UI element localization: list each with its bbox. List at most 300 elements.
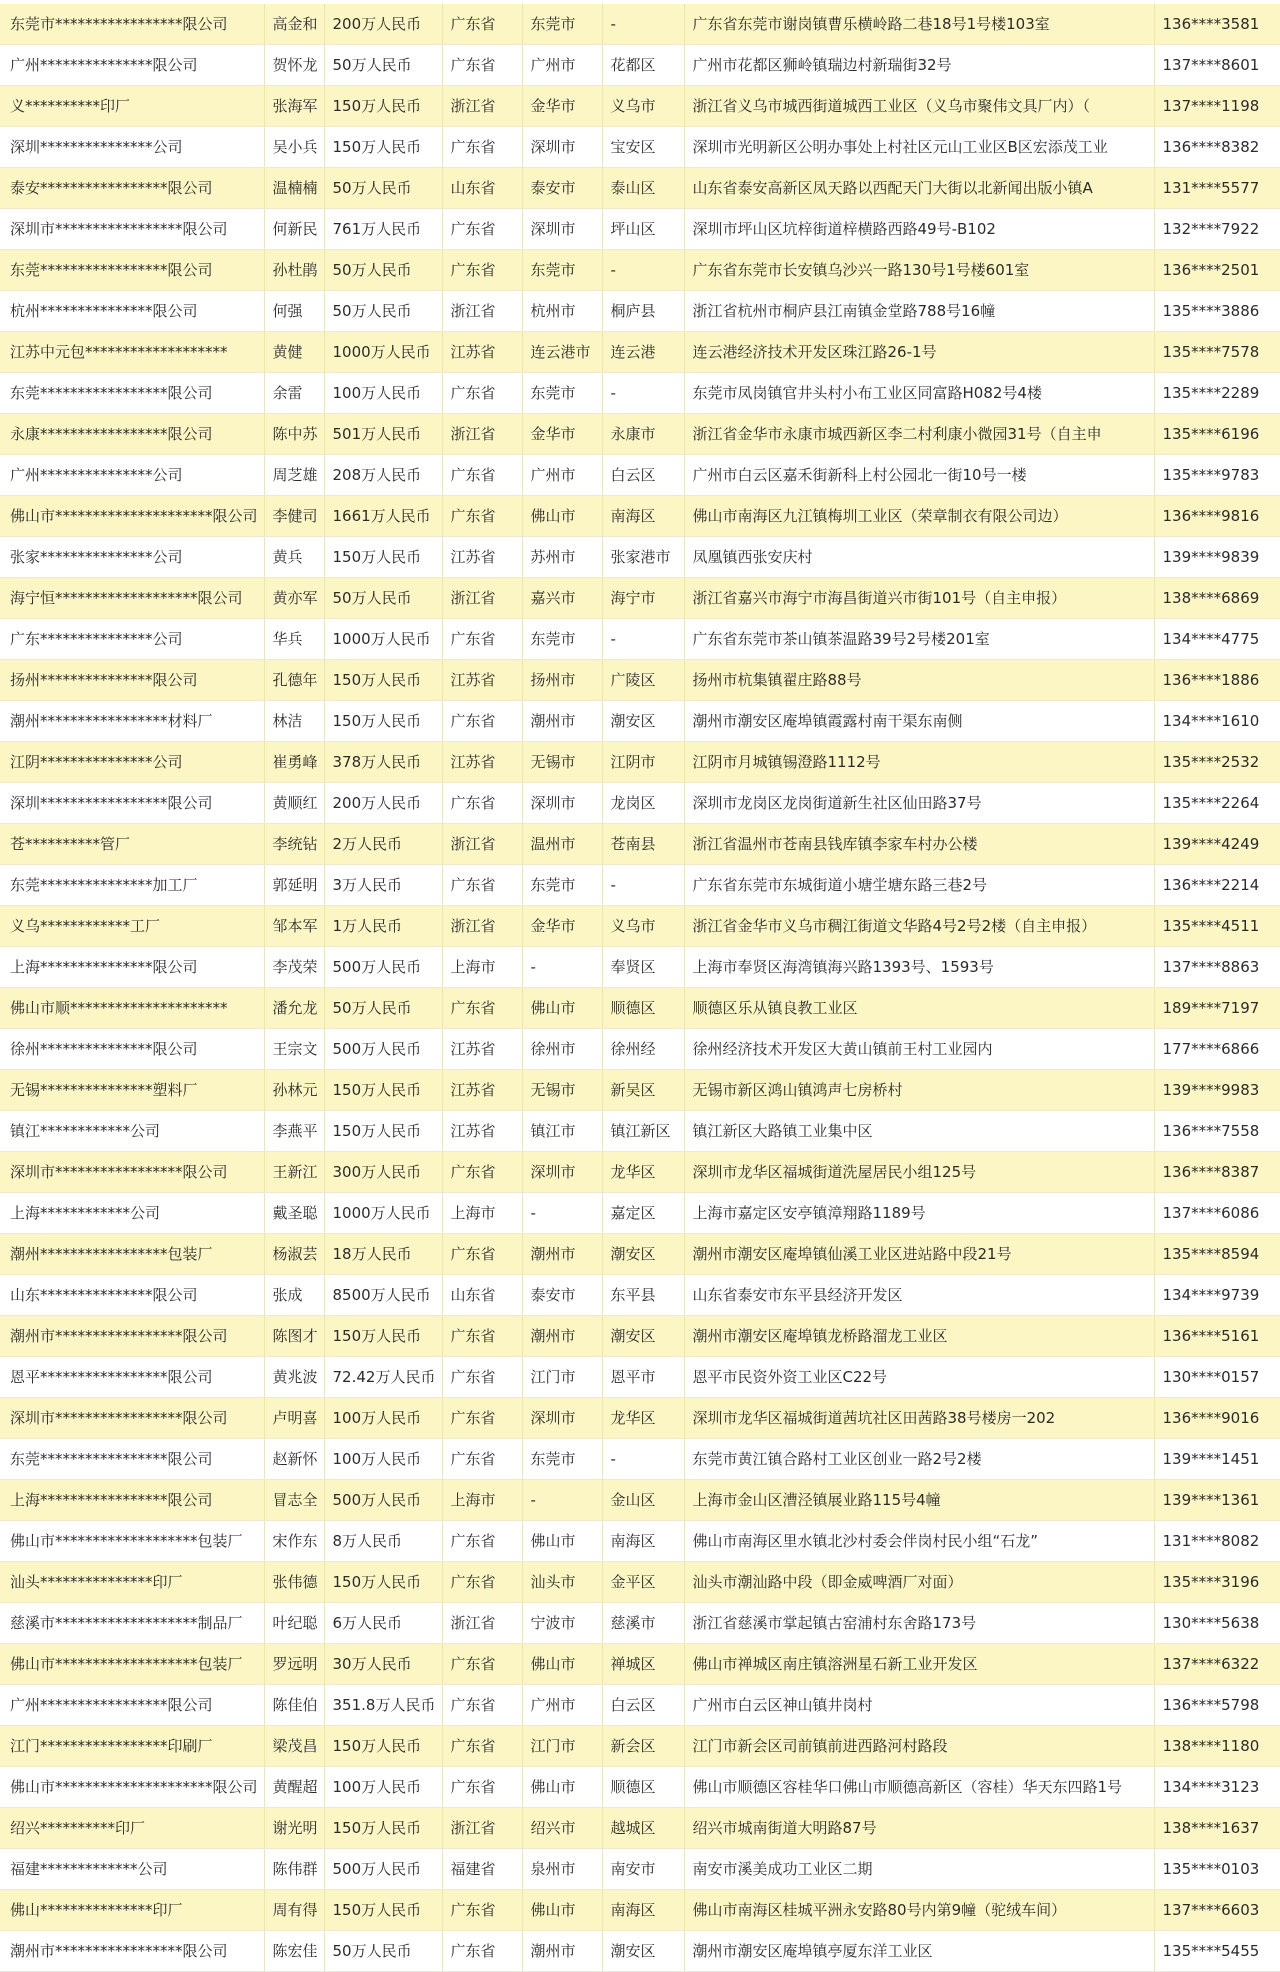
phone-cell: 130****5638 [1154,1603,1280,1644]
city-cell: 东莞市 [522,619,602,660]
province-cell: 广东省 [442,783,522,824]
phone-cell: 136****2214 [1154,865,1280,906]
address-cell: 广东省东莞市茶山镇茶温路39号2号楼201室 [684,619,1154,660]
legal-representative-cell: 何新民 [264,209,324,250]
table-row [0,1152,1280,1193]
registered-capital-cell: 50万人民币 [324,250,442,291]
table-row [0,496,1280,537]
district-cell: 龙岗区 [602,783,684,824]
district-cell: - [602,373,684,414]
phone-cell: 131****8082 [1154,1521,1280,1562]
phone-cell: 135****3196 [1154,1562,1280,1603]
province-cell: 广东省 [442,127,522,168]
phone-cell: 134****3123 [1154,1767,1280,1808]
address-cell: 山东省泰安高新区凤天路以西配天门大街以北新闻出版小镇A [684,168,1154,209]
registered-capital-cell: 500万人民币 [324,1849,442,1890]
phone-cell: 135****3886 [1154,291,1280,332]
province-cell: 浙江省 [442,86,522,127]
phone-cell: 137****6603 [1154,1890,1280,1931]
province-cell: 上海市 [442,1193,522,1234]
address-cell: 汕头市潮汕路中段（即金威啤酒厂对面） [684,1562,1154,1603]
phone-cell: 135****8594 [1154,1234,1280,1275]
table-row [0,250,1280,291]
phone-cell: 136****1886 [1154,660,1280,701]
phone-cell: 135****2532 [1154,742,1280,783]
phone-cell: 177****6866 [1154,1029,1280,1070]
table-row [0,1890,1280,1931]
address-cell: 深圳市龙华区福城街道茜坑社区田茜路38号楼房一202 [684,1398,1154,1439]
legal-representative-cell: 余雷 [264,373,324,414]
province-cell: 上海市 [442,947,522,988]
registered-capital-cell: 150万人民币 [324,660,442,701]
company-name-cell: 深圳市*****************限公司 [0,1398,264,1439]
province-cell: 广东省 [442,619,522,660]
province-cell: 广东省 [442,373,522,414]
address-cell: 山东省泰安市东平县经济开发区 [684,1275,1154,1316]
district-cell: 花都区 [602,45,684,86]
address-cell: 无锡市新区鸿山镇鸿声七房桥村 [684,1070,1154,1111]
address-cell: 深圳市光明新区公明办事处上村社区元山工业区B区宏添茂工业 [684,127,1154,168]
company-name-cell: 佛山市*******************包装厂 [0,1644,264,1685]
address-cell: 顺德区乐从镇良教工业区 [684,988,1154,1029]
company-name-cell: 苍**********管厂 [0,824,264,865]
city-cell: 泉州市 [522,1849,602,1890]
address-cell: 佛山市南海区里水镇北沙村委会伴岗村民小组“石龙” [684,1521,1154,1562]
province-cell: 福建省 [442,1849,522,1890]
phone-cell: 137****8601 [1154,45,1280,86]
legal-representative-cell: 孔德年 [264,660,324,701]
registered-capital-cell: 100万人民币 [324,1767,442,1808]
table-row [0,660,1280,701]
table-row [0,1398,1280,1439]
legal-representative-cell: 张成 [264,1275,324,1316]
address-cell: 江门市新会区司前镇前进西路河村路段 [684,1726,1154,1767]
phone-cell: 189****7197 [1154,988,1280,1029]
district-cell: - [602,865,684,906]
city-cell: 佛山市 [522,1890,602,1931]
table-row [0,1808,1280,1849]
district-cell: 海宁市 [602,578,684,619]
legal-representative-cell: 戴圣聪 [264,1193,324,1234]
legal-representative-cell: 吴小兵 [264,127,324,168]
registered-capital-cell: 8万人民币 [324,1521,442,1562]
legal-representative-cell: 李统钻 [264,824,324,865]
legal-representative-cell: 张海军 [264,86,324,127]
registered-capital-cell: 150万人民币 [324,701,442,742]
registered-capital-cell: 300万人民币 [324,1152,442,1193]
table-row [0,1234,1280,1275]
legal-representative-cell: 温楠楠 [264,168,324,209]
table-row [0,1029,1280,1070]
district-cell: 顺德区 [602,1767,684,1808]
city-cell: 无锡市 [522,1070,602,1111]
city-cell: 东莞市 [522,250,602,291]
registered-capital-cell: 501万人民币 [324,414,442,455]
phone-cell: 136****8387 [1154,1152,1280,1193]
registered-capital-cell: 8500万人民币 [324,1275,442,1316]
table-row [0,619,1280,660]
phone-cell: 135****7578 [1154,332,1280,373]
legal-representative-cell: 贺怀龙 [264,45,324,86]
province-cell: 浙江省 [442,291,522,332]
legal-representative-cell: 黄醒超 [264,1767,324,1808]
legal-representative-cell: 黄兆波 [264,1357,324,1398]
legal-representative-cell: 李燕平 [264,1111,324,1152]
province-cell: 广东省 [442,1890,522,1931]
province-cell: 广东省 [442,865,522,906]
province-cell: 浙江省 [442,414,522,455]
company-name-cell: 东莞*****************限公司 [0,1439,264,1480]
company-name-cell: 潮州市*****************限公司 [0,1316,264,1357]
province-cell: 广东省 [442,455,522,496]
city-cell: 深圳市 [522,127,602,168]
address-cell: 镇江新区大路镇工业集中区 [684,1111,1154,1152]
district-cell: 恩平市 [602,1357,684,1398]
address-cell: 浙江省温州市苍南县钱库镇李家车村办公楼 [684,824,1154,865]
phone-cell: 135****6196 [1154,414,1280,455]
city-cell: 潮州市 [522,1931,602,1972]
province-cell: 广东省 [442,1398,522,1439]
district-cell: 宝安区 [602,127,684,168]
registered-capital-cell: 50万人民币 [324,1931,442,1972]
table-row [0,1111,1280,1152]
address-cell: 东莞市凤岗镇官井头村小布工业区同富路H082号4楼 [684,373,1154,414]
phone-cell: 136****3581 [1154,4,1280,45]
city-cell: 佛山市 [522,1767,602,1808]
province-cell: 广东省 [442,250,522,291]
company-name-cell: 绍兴**********印厂 [0,1808,264,1849]
company-name-cell: 广州***************限公司 [0,45,264,86]
company-name-cell: 扬州***************限公司 [0,660,264,701]
district-cell: 南海区 [602,1890,684,1931]
company-name-cell: 永康*****************限公司 [0,414,264,455]
address-cell: 潮州市潮安区庵埠镇仙溪工业区进站路中段21号 [684,1234,1154,1275]
city-cell: - [522,1193,602,1234]
table-row [0,1439,1280,1480]
phone-cell: 139****9839 [1154,537,1280,578]
phone-cell: 135****5455 [1154,1931,1280,1972]
legal-representative-cell: 潘允龙 [264,988,324,1029]
company-name-cell: 上海*****************限公司 [0,1480,264,1521]
registered-capital-cell: 378万人民币 [324,742,442,783]
phone-cell: 136****7558 [1154,1111,1280,1152]
registered-capital-cell: 50万人民币 [324,988,442,1029]
province-cell: 上海市 [442,1480,522,1521]
province-cell: 江苏省 [442,742,522,783]
legal-representative-cell: 梁茂昌 [264,1726,324,1767]
table-row [0,1931,1280,1972]
province-cell: 浙江省 [442,1603,522,1644]
registered-capital-cell: 150万人民币 [324,1316,442,1357]
city-cell: 深圳市 [522,1398,602,1439]
province-cell: 山东省 [442,168,522,209]
city-cell: 佛山市 [522,1644,602,1685]
phone-cell: 139****1451 [1154,1439,1280,1480]
table-row [0,1685,1280,1726]
legal-representative-cell: 周有得 [264,1890,324,1931]
province-cell: 广东省 [442,4,522,45]
registered-capital-cell: 150万人民币 [324,127,442,168]
company-name-cell: 东莞***************加工厂 [0,865,264,906]
address-cell: 佛山市禅城区南庄镇溶洲星石新工业开发区 [684,1644,1154,1685]
address-cell: 上海市金山区漕泾镇展业路115号4幢 [684,1480,1154,1521]
district-cell: 南海区 [602,496,684,537]
table-row [0,332,1280,373]
legal-representative-cell: 周芝雄 [264,455,324,496]
company-name-cell: 义**********印厂 [0,86,264,127]
legal-representative-cell: 林洁 [264,701,324,742]
district-cell: 金平区 [602,1562,684,1603]
registered-capital-cell: 1000万人民币 [324,332,442,373]
address-cell: 凤凰镇西张安庆村 [684,537,1154,578]
district-cell: 南安市 [602,1849,684,1890]
district-cell: 奉贤区 [602,947,684,988]
province-cell: 广东省 [442,1726,522,1767]
registered-capital-cell: 2万人民币 [324,824,442,865]
province-cell: 广东省 [442,988,522,1029]
table-row [0,1193,1280,1234]
city-cell: 广州市 [522,1685,602,1726]
table-row [0,414,1280,455]
province-cell: 江苏省 [442,1070,522,1111]
registered-capital-cell: 150万人民币 [324,1070,442,1111]
district-cell: 义乌市 [602,86,684,127]
company-name-cell: 深圳市*****************限公司 [0,209,264,250]
phone-cell: 136****5161 [1154,1316,1280,1357]
city-cell: 温州市 [522,824,602,865]
address-cell: 浙江省慈溪市掌起镇古窑浦村东舍路173号 [684,1603,1154,1644]
province-cell: 广东省 [442,701,522,742]
table-row [0,1316,1280,1357]
company-name-cell: 潮州*****************材料厂 [0,701,264,742]
address-cell: 广东省东莞市谢岗镇曹乐横岭路二巷18号1号楼103室 [684,4,1154,45]
registered-capital-cell: 150万人民币 [324,537,442,578]
district-cell: 白云区 [602,1685,684,1726]
province-cell: 广东省 [442,1439,522,1480]
province-cell: 山东省 [442,1275,522,1316]
address-cell: 浙江省杭州市桐庐县江南镇金堂路788号16幢 [684,291,1154,332]
city-cell: 嘉兴市 [522,578,602,619]
company-table [0,4,1280,1972]
company-name-cell: 佛山***************印厂 [0,1890,264,1931]
legal-representative-cell: 李茂荣 [264,947,324,988]
registered-capital-cell: 150万人民币 [324,1726,442,1767]
phone-cell: 138****6869 [1154,578,1280,619]
city-cell: 东莞市 [522,865,602,906]
registered-capital-cell: 150万人民币 [324,1890,442,1931]
address-cell: 江阴市月城镇锡澄路1112号 [684,742,1154,783]
city-cell: 无锡市 [522,742,602,783]
district-cell: 新吴区 [602,1070,684,1111]
address-cell: 恩平市民资外资工业区C22号 [684,1357,1154,1398]
city-cell: 东莞市 [522,1439,602,1480]
province-cell: 广东省 [442,1931,522,1972]
phone-cell: 135****2264 [1154,783,1280,824]
table-row [0,947,1280,988]
table-row [0,1521,1280,1562]
district-cell: 广陵区 [602,660,684,701]
district-cell: 江阴市 [602,742,684,783]
district-cell: - [602,619,684,660]
district-cell: 东平县 [602,1275,684,1316]
company-name-cell: 东莞*****************限公司 [0,373,264,414]
registered-capital-cell: 200万人民币 [324,783,442,824]
legal-representative-cell: 谢光明 [264,1808,324,1849]
legal-representative-cell: 孙林元 [264,1070,324,1111]
company-name-cell: 慈溪市*******************制品厂 [0,1603,264,1644]
company-name-cell: 山东***************限公司 [0,1275,264,1316]
company-name-cell: 无锡***************塑料厂 [0,1070,264,1111]
district-cell: 嘉定区 [602,1193,684,1234]
address-cell: 佛山市南海区九江镇梅圳工业区（荣章制衣有限公司边） [684,496,1154,537]
district-cell: 新会区 [602,1726,684,1767]
city-cell: 杭州市 [522,291,602,332]
district-cell: 潮安区 [602,1316,684,1357]
table-row [0,1603,1280,1644]
address-cell: 深圳市龙岗区龙岗街道新生社区仙田路37号 [684,783,1154,824]
phone-cell: 139****9983 [1154,1070,1280,1111]
district-cell: 镇江新区 [602,1111,684,1152]
address-cell: 东莞市黄江镇合路村工业区创业一路2号2楼 [684,1439,1154,1480]
legal-representative-cell: 杨淑芸 [264,1234,324,1275]
registered-capital-cell: 500万人民币 [324,1029,442,1070]
legal-representative-cell: 黄亦军 [264,578,324,619]
table-row [0,291,1280,332]
registered-capital-cell: 6万人民币 [324,1603,442,1644]
province-cell: 浙江省 [442,824,522,865]
province-cell: 江苏省 [442,660,522,701]
company-name-cell: 深圳市*****************限公司 [0,1152,264,1193]
legal-representative-cell: 华兵 [264,619,324,660]
legal-representative-cell: 王宗文 [264,1029,324,1070]
table-row [0,1767,1280,1808]
province-cell: 浙江省 [442,906,522,947]
district-cell: 永康市 [602,414,684,455]
legal-representative-cell: 卢明喜 [264,1398,324,1439]
city-cell: 金华市 [522,414,602,455]
address-cell: 南安市溪美成功工业区二期 [684,1849,1154,1890]
registered-capital-cell: 150万人民币 [324,1808,442,1849]
phone-cell: 137****8863 [1154,947,1280,988]
legal-representative-cell: 何强 [264,291,324,332]
address-cell: 深圳市坪山区坑梓街道梓横路西路49号-B102 [684,209,1154,250]
legal-representative-cell: 郭延明 [264,865,324,906]
district-cell: - [602,4,684,45]
phone-cell: 137****1198 [1154,86,1280,127]
city-cell: 潮州市 [522,1234,602,1275]
city-cell: 汕头市 [522,1562,602,1603]
company-name-cell: 江门*****************印刷厂 [0,1726,264,1767]
city-cell: 佛山市 [522,496,602,537]
province-cell: 浙江省 [442,1808,522,1849]
registered-capital-cell: 100万人民币 [324,1439,442,1480]
legal-representative-cell: 黄兵 [264,537,324,578]
address-cell: 潮州市潮安区庵埠镇龙桥路溜龙工业区 [684,1316,1154,1357]
province-cell: 广东省 [442,1152,522,1193]
district-cell: - [602,1439,684,1480]
province-cell: 广东省 [442,1316,522,1357]
city-cell: 佛山市 [522,988,602,1029]
company-name-cell: 江阴***************公司 [0,742,264,783]
registered-capital-cell: 150万人民币 [324,86,442,127]
city-cell: 潮州市 [522,701,602,742]
district-cell: 坪山区 [602,209,684,250]
city-cell: 佛山市 [522,1521,602,1562]
table-row [0,906,1280,947]
phone-cell: 136****2501 [1154,250,1280,291]
district-cell: 龙华区 [602,1152,684,1193]
table-row [0,209,1280,250]
phone-cell: 135****2289 [1154,373,1280,414]
district-cell: 连云港 [602,332,684,373]
table-row [0,168,1280,209]
phone-cell: 136****9816 [1154,496,1280,537]
province-cell: 广东省 [442,45,522,86]
company-name-cell: 义乌************工厂 [0,906,264,947]
city-cell: 广州市 [522,455,602,496]
table-row [0,1480,1280,1521]
city-cell: 金华市 [522,906,602,947]
registered-capital-cell: 1万人民币 [324,906,442,947]
city-cell: - [522,947,602,988]
phone-cell: 139****1361 [1154,1480,1280,1521]
district-cell: 徐州经 [602,1029,684,1070]
address-cell: 潮州市潮安区庵埠镇亭厦东洋工业区 [684,1931,1154,1972]
phone-cell: 137****6086 [1154,1193,1280,1234]
city-cell: 东莞市 [522,373,602,414]
district-cell: 南海区 [602,1521,684,1562]
phone-cell: 139****4249 [1154,824,1280,865]
company-name-cell: 上海************公司 [0,1193,264,1234]
district-cell: 苍南县 [602,824,684,865]
registered-capital-cell: 1661万人民币 [324,496,442,537]
city-cell: 深圳市 [522,209,602,250]
company-name-cell: 广州***************公司 [0,455,264,496]
phone-cell: 136****8382 [1154,127,1280,168]
address-cell: 上海市嘉定区安亭镇漳翔路1189号 [684,1193,1154,1234]
company-name-cell: 广东***************公司 [0,619,264,660]
legal-representative-cell: 孙杜鹃 [264,250,324,291]
table-row [0,86,1280,127]
province-cell: 江苏省 [442,1029,522,1070]
company-name-cell: 上海***************限公司 [0,947,264,988]
table-row [0,988,1280,1029]
table-row [0,783,1280,824]
phone-cell: 137****6322 [1154,1644,1280,1685]
legal-representative-cell: 罗远明 [264,1644,324,1685]
city-cell: 潮州市 [522,1316,602,1357]
table-row [0,537,1280,578]
company-name-cell: 汕头***************印厂 [0,1562,264,1603]
address-cell: 浙江省义乌市城西街道城西工业区（义乌市聚伟文具厂内）（ [684,86,1154,127]
district-cell: 龙华区 [602,1398,684,1439]
district-cell: 顺德区 [602,988,684,1029]
district-cell: 越城区 [602,1808,684,1849]
company-name-cell: 泰安*****************限公司 [0,168,264,209]
district-cell: 慈溪市 [602,1603,684,1644]
company-name-cell: 潮州市*****************限公司 [0,1931,264,1972]
registered-capital-cell: 500万人民币 [324,947,442,988]
company-name-cell: 佛山市*******************包装厂 [0,1521,264,1562]
table-row [0,1070,1280,1111]
phone-cell: 134****9739 [1154,1275,1280,1316]
legal-representative-cell: 黄健 [264,332,324,373]
city-cell: - [522,1480,602,1521]
province-cell: 广东省 [442,1562,522,1603]
legal-representative-cell: 陈宏佳 [264,1931,324,1972]
district-cell: 潮安区 [602,1931,684,1972]
legal-representative-cell: 邹本军 [264,906,324,947]
